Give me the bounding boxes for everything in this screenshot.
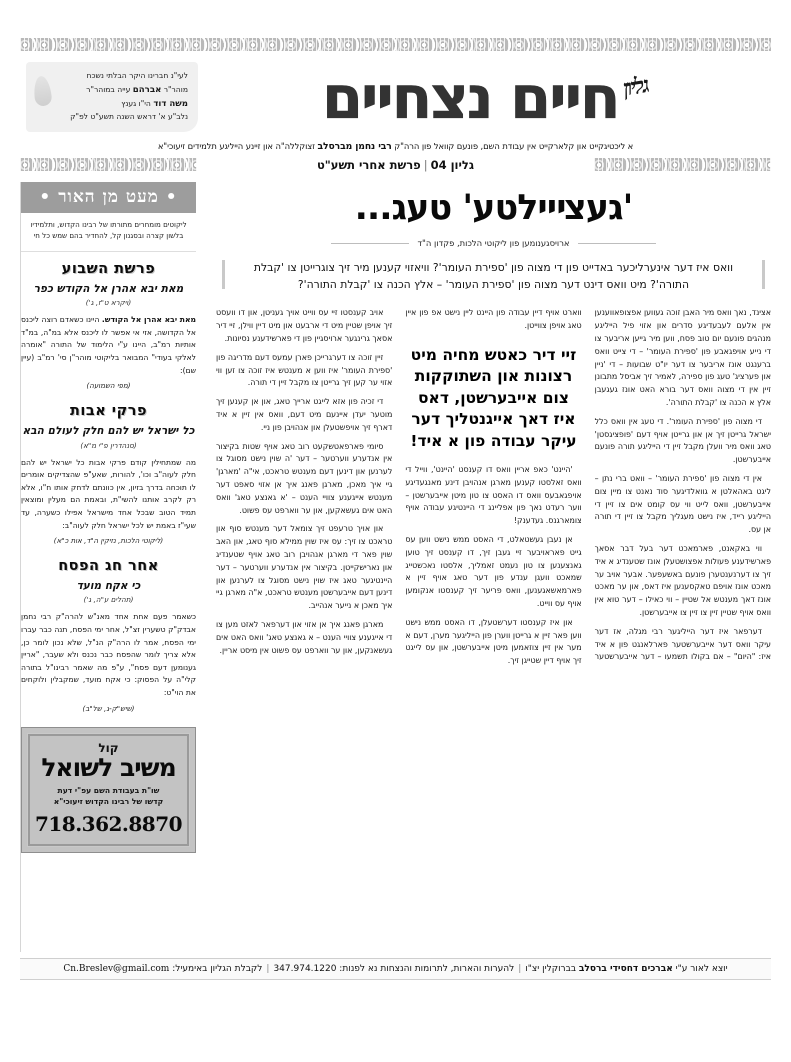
- sidebar-section-body: מה שמתחילין קודם פרקי אבות כל ישראל יש להם חלק לעוה"ב וכו', להורות, שאע"פ שהצדיקים אומרים לו תוכחה בדרך בזיון, אין כוונתם לדחק אותו ח"ו, אלא רק לקרב אותנו להשי"ת, ובאמת הם מעלין ומוצאין תמיד הטוב שבכל אחד מישראל אפילו כשערה, עד שעי"ז באמת יש לכל ישראל חלק לעוה"ב:: [21, 457, 196, 530]
- hotline-advertisement[interactable]: [21, 727, 196, 853]
- sidebar-section-heading: פרשת השבוע: [61, 260, 156, 277]
- article-paragraph: דערפאר איז דער הייליגער רבי מגלה, אז דער עיקר וואס דער אייבערשטער פארלאנגט פון א איד איז: "היום" – אם בקולו תשמעו – דער אייבערשטער ווארט אויף דיין עבודה פון היינט ליין נישט אפ פון איין טאג אויפן צווייטן.: [405, 308, 771, 662]
- ornament-border-issue-left: [20, 158, 197, 171]
- sidebar-section-verse: כל ישראל יש להם חלק לעולם הבא: [22, 425, 195, 438]
- sidebar: [20, 182, 206, 952]
- footer-publisher-suffix: בברוקלין יצ"ו: [525, 964, 579, 974]
- article-paragraph: די זכיה פון אזא לייגט ארייך טאג, און אן קענען זיך מוטער יעדן איינעם מיט דעם, וואס אין זיין א איד דארף זיך אויפשטעלן און אנהויבן פון ניי.: [216, 397, 393, 432]
- ad-description-line-1: שו"ת בעבודת השם עפ"י דעת: [57, 785, 160, 795]
- article-title: 'געצײילטע' טעג...: [354, 188, 633, 228]
- memorial-line-4: נלב"ע א' דראש השנה תשע"ט לפ"ק: [70, 111, 188, 121]
- memorial-dedication-box: [26, 62, 198, 132]
- article-paragraph: מארגן פאנג איך אן אזוי און דערפאר לאזט מען צו די אייגענע צוויי הענט – א גאנצע טאג' וואס האט אים געשאנקען, און ער ווארפט עס פשוט אין מיסט אריין.: [216, 620, 393, 655]
- kicker-rule-left: [578, 243, 656, 244]
- sidebar-section-verse: מאת יבא אהרן אל הקודש כפר: [33, 282, 184, 295]
- newspaper-page: [0, 38, 791, 1062]
- candle-flame-icon: [32, 75, 52, 107]
- sidebar-banner-subtitle: ליקוטים מומחרים מתורתו של רבינו הקדוש, ותלמידיו בלשון קצרה ובסגנון קל, להחדיר בהם שמש כל חי: [21, 213, 196, 252]
- article-paragraph: די מצוה פון 'ספירת העומר'. די טעג אין וואס כלל ישראל גרייטן זיך אן און גרייטן אויף דעם 'פופציגסטן' טאג וואס מיר וועלן מקבל זיין די הייליגע תורה פונעם אייבערשטן.: [594, 416, 771, 465]
- article-paragraph: אויב קענסטו זיי עס ווייט אויך געניטן, און דו וועסט זיך אויפן שטיין מיט די ארבעט און מיט דיין ווילן, זיי דיר אסאך גרינגער ארויסגיין פון די פארשידענע נסיונות.: [216, 308, 393, 344]
- memorial-line-2: מוהר"ר אברהם עייה במוהר"ר: [86, 84, 188, 95]
- content-area: [20, 182, 771, 952]
- article-paragraph: ווי באקאנט, פארמאכט דער בעל דבר אסאך פארשידענע פעולות אפצושטעלן אונז שטענדיג א איד זיך צו דערנענטערן פונעם באשעפער. אבער אויב ער מאכט אונז אויפם טאקסענען איז דאס, און ער מאכט אונז דאך מענטש אל שטיין – ווי כאילו – דער טוא אין וואס אויף שטיין זיין צו זיין צו אייבערשטן.: [594, 544, 771, 617]
- article-body-columns: [216, 307, 771, 937]
- sidebar-section-pirkei-avot: [21, 403, 196, 545]
- article-paragraph: זיין זוכה צו דערגרייכן פארן עמעס דעם מדריגה פון 'ספירת העומר' איז ווען א מענטש איז זוכה צו זען ווי אזוי ער קען זיך גרייטן צו מקבל זיין די תורה.: [216, 352, 393, 388]
- article-kicker-text: ארויסגענומען פון ליקוטי הלכות, פקדון ה"ד: [417, 238, 570, 248]
- ad-phone-number[interactable]: 718.362.8870: [34, 811, 183, 836]
- masthead-subtitle: א ליכטיגקייט און קלארקייט אין עבודת השם, פונעם קוואל פון הרה"ק רבי נחמן מברסלב זצוקללה"ה און זיינע הייליגע תלמידים זיעוכי"א: [157, 141, 634, 152]
- logo-block: [198, 62, 765, 132]
- sidebar-section-citation: (ליקוטי הלכות, נזיקין ה"ד, אות כ"א): [53, 536, 164, 546]
- issue-bar: [20, 157, 771, 172]
- ornament-border-top: [20, 38, 771, 51]
- sidebar-section-parshas-hashavua: [21, 261, 196, 390]
- article-paragraph: און אויך טרעפט זיך צומאל דער מענטש סוף און טראכט צו זיך: עס איז שוין ממילא סוף טאג, און האב שוין פאר די מארגן אנהויבן רוב טאג אויף שטענדיג און נארישקייטן. בקיצור אין אנדערע ווערטער – דער היינטיגער טאג איז שוין נישט מסוגל צו לערנען און דינען דעם אייבערשטן מענטש טראכט, א"ה מארגן גיי איך מאכן א נייער אנהייב.: [216, 524, 393, 611]
- logo-script-flourish: גליון: [621, 71, 651, 102]
- footer-email-address[interactable]: Cn.Breslev@gmail.com: [63, 964, 170, 974]
- sidebar-banner-title: • מעט מן האור •: [21, 182, 196, 213]
- footer-contact: להערות והארות, לתרומות והנצחות נא לפנות: 347.974.1220: [273, 964, 515, 974]
- ad-description-line-2: קדשו של רבינו הקדוש זיעוכי"א: [53, 797, 164, 807]
- sidebar-section-source: (תהלים ע"ה, ג'): [83, 595, 134, 605]
- memorial-line-1: לעי"נ חברינו היקר הבלתי נשכח: [86, 71, 188, 80]
- issue-label: גליון 04|פרשת אחרי תשע"ט: [307, 158, 484, 172]
- sidebar-section-body: מאת יבא אהרן אל הקודש. היינו כשאדם רוצה ליכנס אל הקדושה, אזי אי אפשר לו ליכנס אלא במ"ה, במ"ד אותיות רמ"ב, היינו ע"י הלימוד של התורה "אומרה לאלקי בעודי" המבואר בליקוטי מוהר"ן סי' רמ"ב (עיין שם):: [21, 315, 196, 375]
- article-lede: וואס איז דער אינערליכער באדייט פון די מצוה פון 'ספירת העומר'? וויאזוי קענען מיר זיך צוגרייטן צו 'קבלת התורה'? מיט וואס דינט דער מצוה פון 'ספירת העומר' – אלץ הכנה צו 'קבלת התורה'?: [216, 258, 771, 301]
- sidebar-section-achar-chag-hapesach: [21, 558, 196, 712]
- sidebar-section-body: כשאמר פעם אחת אחד מאנ"ש להרה"ק רבי נחמן אבדק"ק טשערין זצ"ל, אחר ימי הפסח, תנה כבר עברו ימי הפסח, אמר לו הרה"ק הנ"ל, שלא נכון לומר כן, אלא צריך לומר שהפסח כבר נכנס ולא שעבר, "אריין גענומען דעם פסח", ע"פ מה שאמר רבינו"ל בתורה קלי"ה על הפסוק: כי אקח מועד, שמקבלין ולוקחים את הוי"ט:: [21, 612, 196, 697]
- ad-description: [36, 785, 181, 808]
- ad-inner-frame: [28, 734, 189, 846]
- sidebar-section-verse: כי אקח מועד: [76, 580, 141, 593]
- sidebar-section-citation: (שיש"ק-ג, של"ב): [82, 703, 135, 713]
- footer-separator-2: |: [266, 964, 270, 974]
- article-paragraph: אן נעבן געשטאלט, די האסט ממש נישט ווען עס גייט פאראויבער זיי געבן זיך, דו קענסט זיך טוען גאנצענען צו טון נעמט זאמליך, אלסטו נאכשטייג שמאכט וועגן ענדע פון דער טאג אויף זיין א פארמאשאגענען, וואס פריער זיך קענסטו אנקומען אויף עס ווייט.: [405, 534, 582, 608]
- footer-email-label: לקבלת הגליון באימעיל:: [169, 964, 263, 974]
- footer-separator-1: |: [518, 964, 522, 974]
- article-kicker: [216, 238, 771, 248]
- sidebar-section-source: (ויקרא ט"ז, ג'): [85, 298, 132, 308]
- kicker-rule-right: [331, 243, 409, 244]
- footer-publisher-prefix: יוצא לאור ע"י: [672, 964, 728, 974]
- sidebar-section-heading: אחר חג הפסח: [58, 558, 159, 575]
- article-paragraph: אין די מצוה פון 'ספירת העומר' – וואט ברי נתן – ליגט באהאלטן א גוואלדיגער סוד נאנט צו מיין צום אייבערשטן, וואס לייט ווי עס קומט אים צו זיין די הייליגע רייד, איז נישט מעגליך מקבל צו זיין די תורה אן עס.: [594, 474, 771, 535]
- footer-publisher-name: אברכים דחסידי ברסלב: [578, 964, 673, 974]
- sidebar-section-citation: (מפי השמועה): [86, 381, 131, 391]
- masthead: [20, 51, 771, 139]
- page-footer: [20, 958, 771, 980]
- article-paragraph: סיומי פארפאטשקעט רוב טאג אויף שטות בקיצור אין אנדערע ווערטער – דער 'ה שוין נישט מסוגל צו לערנען און דינען דעם מענטש טראכט, אי"ה 'מארגן' גיי איך מאכן, מארגן פאנג איך אן אזוי סאפט דער מענטש אייגענע צוויי הענט – 'א גאנצע טאג' וואס האט אים געשאקען, און ער ווארפט עס פשוט.: [216, 441, 393, 515]
- article-paragraph: אצינד, נאך וואס מיר האבן זוכה געווען אפצופאווענען אין אלעם לעבעדיגע סדרים און אזוי פיל הייליגע מנהגים פונעם יום טוב פסח, ווען מיר גייען אריבער צו די נייע אויפגאבע פון 'ספירת העומר' – די צייט וואס ברענגט אונז אריבער צו דער יו"ט שבועות – די 'ניין און פערציג' טעג פון ספירה, לאמיר זיך אביסל מתבונן זיין אין די מצוה וואס דער בורא האט אונז געגעבן אלץ א הכנה צו 'קבלת התורה'.: [594, 308, 771, 408]
- ad-service-name: משיב לשואל: [41, 752, 176, 782]
- article-paragraph: און איז קענסטו דערשטעלן, דו האסט ממש נישט ווען פאר זיין א גרייטן ווערן פון הייליגער מערן, דעם א מער אין זיין צוזאמען מיטן אייבערשטן, און עס לייגט זיך אויף דיין שטייגן זיך.: [405, 617, 582, 666]
- sidebar-section-source: (סנהדרין פ"י מ"א): [80, 440, 137, 450]
- article-paragraph: 'היינט' כאפ אריין וואס דו קענסט 'היינט', ווייל די וואס זאלסטו קענען מארגן אנהויבן דינע מאנגעדיגע אויפגאבעס וואס דו האסט צו טון מיטן אייבערשטן – ווער רעדט נאך פון אפליינג די היינטיגע עבודה אויף צומארגנס. געדענק!: [405, 464, 582, 526]
- logo-row: [204, 62, 765, 132]
- ad-kol-label: קול: [98, 740, 119, 755]
- article-pullquote: זיי דיר כאטש מחיה מיט רצונות און השתוקקות צום אייבערשטן, דאס איז דאך אייגנטליך דער עיקר עבודה פון א איד!: [410, 346, 577, 450]
- sidebar-section-heading: פרקי אבות: [69, 403, 148, 420]
- publication-title: חיים נצחיים: [321, 62, 619, 132]
- main-article-column: [206, 182, 771, 952]
- ornament-border-issue-right: [594, 158, 771, 171]
- memorial-line-3: משה דוד הי"ו גענץ: [121, 98, 188, 109]
